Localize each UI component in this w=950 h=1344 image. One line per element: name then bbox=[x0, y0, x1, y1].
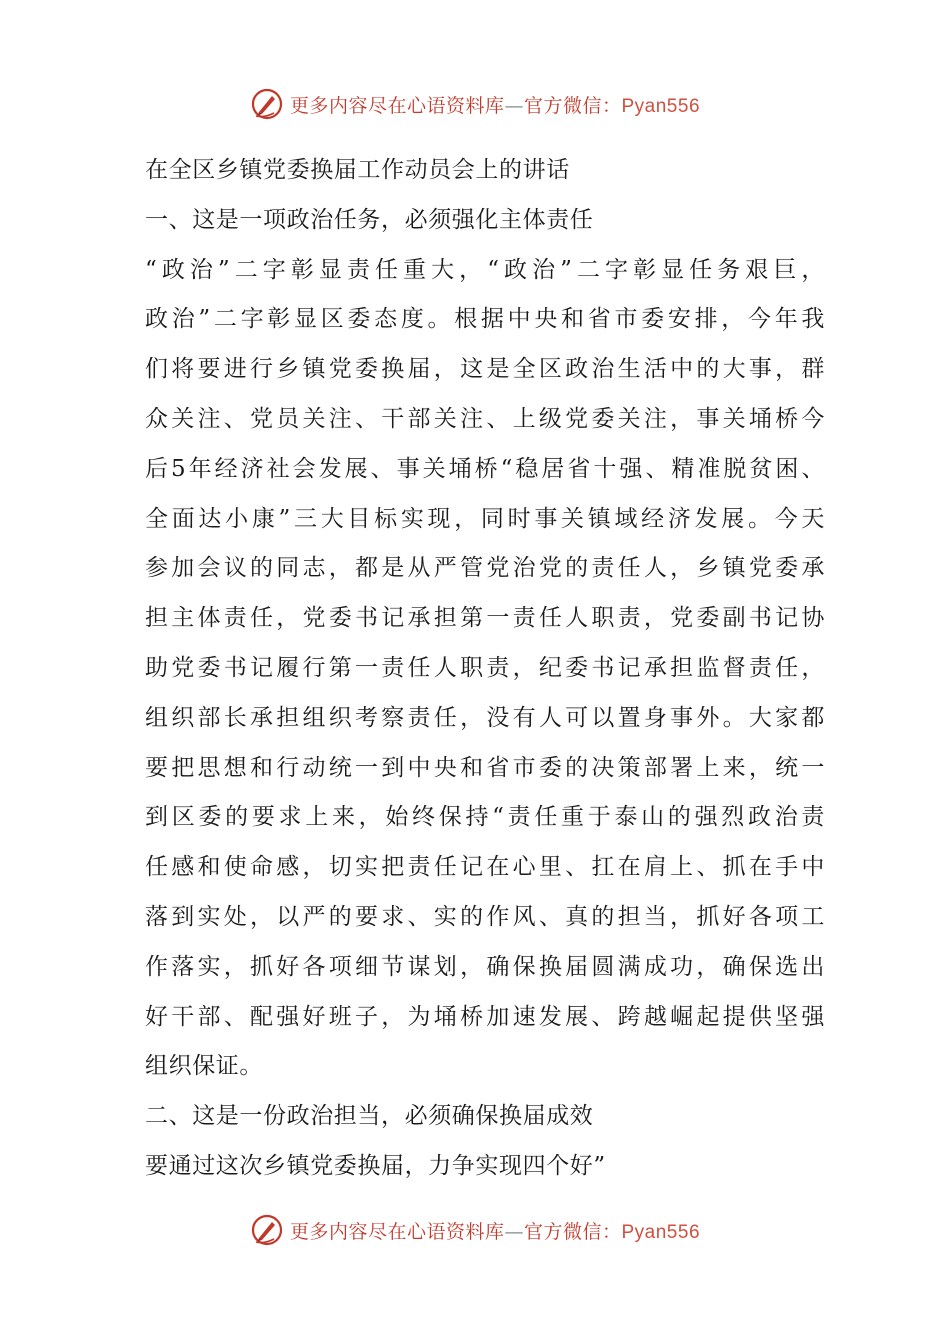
header-watermark bbox=[0, 84, 950, 124]
paragraph-line: 政治”二字彰显区委态度。根据中央和省市委安排，今年我 bbox=[145, 306, 825, 333]
paragraph-line: 要通过这次乡镇党委换届，力争实现四个好” bbox=[145, 1152, 606, 1179]
watermark-site-name: 更多内容尽在心语资料库 bbox=[289, 94, 505, 117]
paragraph-line: 到区委的要求上来，始终保持“责任重于泰山的强烈政治责 bbox=[145, 804, 825, 831]
paragraph-line: 们将要进行乡镇党委换届，这是全区政治生活中的大事，群 bbox=[145, 356, 825, 383]
document-body bbox=[145, 146, 825, 1192]
paragraph-line: 作落实，抓好各项细节谋划，确保换届圆满成功，确保选出 bbox=[145, 953, 825, 980]
paragraph-line: 参加会议的同志，都是从严管党治党的责任人，乡镇党委承 bbox=[145, 555, 825, 582]
pen-logo-icon bbox=[250, 1213, 284, 1247]
section-heading-1: 一、这是一项政治任务，必须强化主体责任 bbox=[145, 206, 594, 233]
watermark-separator: — bbox=[504, 94, 524, 117]
paragraph-line: 要把思想和行动统一到中央和省市委的决策部署上来，统一 bbox=[145, 754, 825, 781]
watermark-wechat-id: Pyan556 bbox=[621, 95, 701, 117]
watermark-text bbox=[290, 1217, 700, 1244]
paragraph-line: 落到实处，以严的要求、实的作风、真的担当，抓好各项工 bbox=[145, 903, 825, 930]
document-title: 在全区乡镇党委换届工作动员会上的讲话 bbox=[145, 157, 570, 183]
watermark-wechat-label: 官方微信： bbox=[523, 1220, 622, 1243]
paragraph-line: “政治”二字彰显责任重大，“政治”二字彰显任务艰巨， bbox=[145, 256, 825, 283]
footer-watermark bbox=[0, 1210, 950, 1250]
pen-logo-icon bbox=[250, 87, 284, 121]
watermark-wechat-id: Pyan556 bbox=[621, 1221, 701, 1243]
paragraph-line: 担主体责任，党委书记承担第一责任人职责，党委副书记协 bbox=[145, 605, 825, 632]
paragraph-line: 好干部、配强好班子，为埇桥加速发展、跨越崛起提供坚强 bbox=[145, 1003, 825, 1030]
paragraph-line: 任感和使命感，切实把责任记在心里、扛在肩上、抓在手中 bbox=[145, 854, 825, 881]
watermark-site-name: 更多内容尽在心语资料库 bbox=[289, 1220, 505, 1243]
section-heading-2: 二、这是一份政治担当，必须确保换届成效 bbox=[145, 1103, 594, 1130]
watermark-text bbox=[290, 91, 700, 118]
paragraph-line: 组织部长承担组织考察责任，没有人可以置身事外。大家都 bbox=[145, 704, 825, 731]
paragraph-line: 后5年经济社会发展、事关埇桥“稳居省十强、精准脱贫困、 bbox=[145, 455, 825, 482]
watermark-wechat-label: 官方微信： bbox=[523, 94, 622, 117]
paragraph-line: 组织保证。 bbox=[145, 1053, 263, 1080]
watermark-separator: — bbox=[504, 1220, 524, 1243]
paragraph-line: 全面达小康”三大目标实现，同时事关镇域经济发展。今天 bbox=[145, 505, 825, 532]
paragraph-line: 助党委书记履行第一责任人职责，纪委书记承担监督责任， bbox=[145, 654, 825, 681]
paragraph-line: 众关注、党员关注、干部关注、上级党委关注，事关埇桥今 bbox=[145, 405, 825, 432]
